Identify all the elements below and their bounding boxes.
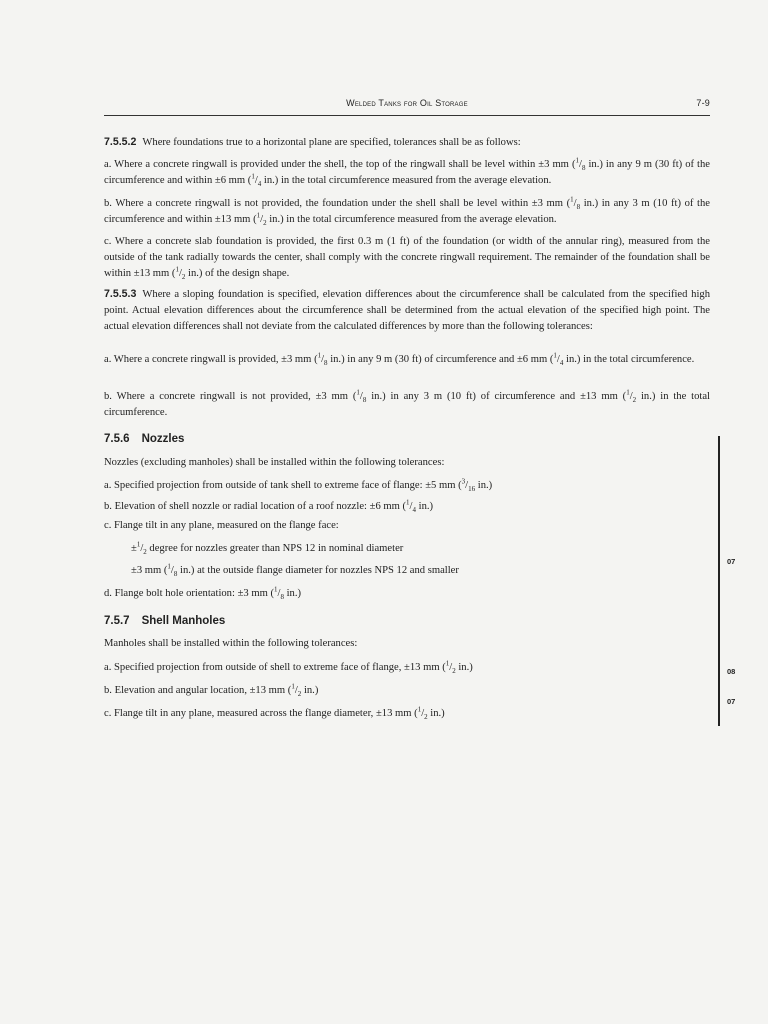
- section-7552-intro: [104, 134, 710, 151]
- section-757-item-a: a. Specified projection from outside of shell to extreme face of flange, ±13 mm ($^1/_2$ in.): [104, 659, 473, 676]
- section-number: 7.5.5.3: [104, 288, 137, 300]
- section-756-item-d: d. Flange bolt hole orientation: ±3 mm ($^1/_8$ in.): [104, 585, 302, 602]
- revision-note: 07: [727, 697, 736, 706]
- section-756-item-c1: $\pm^1/_2$ degree for nozzles greater than NPS 12 in nominal diameter: [131, 540, 404, 557]
- section-756-heading: [104, 431, 184, 447]
- header-rule: [104, 115, 710, 116]
- paragraph-text: Where foundations true to a horizontal plane are specified, tolerances shall be as follows:: [142, 137, 521, 148]
- section-number: 7.5.5.2: [104, 136, 137, 148]
- section-756-item-c: c. Flange tilt in any plane, measured on the flange face:: [104, 520, 339, 531]
- section-7553-item-b: b. Where a concrete ringwall is not provided, ±3 mm ($^1/_8$ in.) in any 3 m (10 ft) of circumference and ±13 mm ($^1/_2$ in.) in the total circumference.: [104, 388, 710, 418]
- section-number: 7.5.7: [104, 615, 130, 627]
- section-7553-item-a: a. Where a concrete ringwall is provided, ±3 mm ($^1/_8$ in.) in any 9 m (30 ft) of circumference and ±6 mm ($^1/_4$ in.) in the total circumference.: [104, 351, 695, 368]
- section-756-item-a: a. Specified projection from outside of tank shell to extreme face of flange: ±5 mm ($^3/_{16}$ in.): [104, 477, 493, 494]
- section-title: Nozzles: [141, 433, 185, 445]
- section-756-item-c2: ±3 mm ($^1/_8$ in.) at the outside flange diameter for nozzles NPS 12 and smaller: [131, 562, 459, 579]
- section-number: 7.5.6: [104, 433, 130, 445]
- section-7552-item-b: b. Where a concrete ringwall is not provided, the foundation under the shell shall be level within ±3 mm ($^1/_8$ in.) in any 3 m (10 ft) of the circumference and within ±13 mm ($^1/_2$ in.) in the total circumference measured from the average elevation.: [104, 195, 710, 228]
- paragraph-text: Where a sloping foundation is specified, elevation differences about the circumference shall be calculated from the specified high point. Actual elevation differences about the circumference shall be determined from the actual elevation of the specified high point. The actual elevation differences shall not deviate from the calculated differences by more than the following tolerances:: [104, 289, 710, 332]
- section-757-item-b: b. Elevation and angular location, ±13 mm ($^1/_2$ in.): [104, 682, 319, 699]
- section-756-item-b: b. Elevation of shell nozzle or radial location of a roof nozzle: ±6 mm ($^1/_4$ in.): [104, 498, 434, 515]
- revision-note: 08: [727, 667, 736, 676]
- revision-change-bar: [718, 436, 720, 726]
- section-7553-intro: [104, 286, 710, 335]
- running-header-title: Welded Tanks for Oil Storage: [346, 98, 468, 108]
- page-number: 7-9: [696, 98, 710, 108]
- section-7552-item-c: c. Where a concrete slab foundation is provided, the first 0.3 m (1 ft) of the foundation (or width of the annular ring), measured from the outside of the tank radially towards the center, shall comply with the concrete ringwall requirement. The remainder of the foundation shall be within ±13 mm ($^1/_2$ in.) of the design shape.: [104, 236, 710, 282]
- section-757-intro: Manholes shall be installed within the following tolerances:: [104, 638, 358, 649]
- section-7552-item-a: a. Where a concrete ringwall is provided under the shell, the top of the ringwall shall be level within ±3 mm ($^1/_8$ in.) in any 9 m (30 ft) of the circumference and within ±6 mm ($^1/_4$ in.) in the total circumference measured from the average elevation.: [104, 156, 710, 189]
- section-title: Shell Manholes: [141, 615, 226, 627]
- section-757-heading: [104, 613, 225, 629]
- revision-note: 07: [727, 557, 736, 566]
- running-header: [104, 98, 710, 112]
- section-757-item-c: c. Flange tilt in any plane, measured across the flange diameter, ±13 mm ($^1/_2$ in.): [104, 705, 445, 722]
- section-756-intro: Nozzles (excluding manholes) shall be installed within the following tolerances:: [104, 457, 445, 468]
